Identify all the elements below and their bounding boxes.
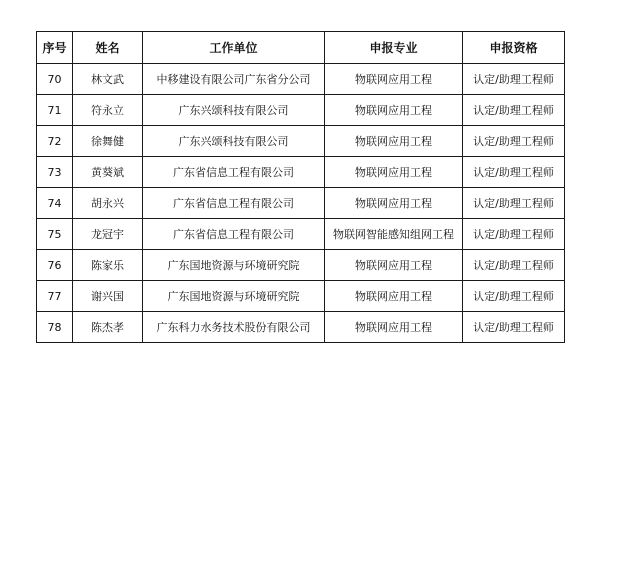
header-row [37, 32, 565, 64]
header-no: 序号 [37, 32, 73, 64]
table-row [37, 250, 565, 281]
qualification-table [36, 31, 565, 343]
table-row [37, 312, 565, 343]
table-row [37, 219, 565, 250]
header-name: 姓名 [73, 32, 143, 64]
cell-qualification: 认定/助理工程师 [463, 188, 565, 219]
cell-no: 76 [37, 250, 73, 281]
cell-name: 谢兴国 [73, 281, 143, 312]
cell-qualification: 认定/助理工程师 [463, 64, 565, 95]
cell-org: 广东兴颂科技有限公司 [143, 126, 325, 157]
qualification-sheet [36, 31, 565, 343]
cell-name: 陈杰孝 [73, 312, 143, 343]
cell-qualification: 认定/助理工程师 [463, 126, 565, 157]
header-org: 工作单位 [143, 32, 325, 64]
cell-major: 物联网应用工程 [325, 64, 463, 95]
cell-name: 胡永兴 [73, 188, 143, 219]
cell-qualification: 认定/助理工程师 [463, 312, 565, 343]
table-row [37, 188, 565, 219]
cell-name: 龙冠宇 [73, 219, 143, 250]
cell-no: 75 [37, 219, 73, 250]
cell-no: 77 [37, 281, 73, 312]
cell-no: 74 [37, 188, 73, 219]
header-major: 申报专业 [325, 32, 463, 64]
cell-qualification: 认定/助理工程师 [463, 219, 565, 250]
cell-major: 物联网应用工程 [325, 126, 463, 157]
cell-no: 78 [37, 312, 73, 343]
cell-org: 广东兴颂科技有限公司 [143, 95, 325, 126]
cell-org: 广东省信息工程有限公司 [143, 157, 325, 188]
cell-major: 物联网应用工程 [325, 312, 463, 343]
cell-qualification: 认定/助理工程师 [463, 281, 565, 312]
cell-major: 物联网应用工程 [325, 250, 463, 281]
table-row [37, 126, 565, 157]
cell-major: 物联网智能感知组网工程 [325, 219, 463, 250]
cell-org: 中移建设有限公司广东省分公司 [143, 64, 325, 95]
cell-major: 物联网应用工程 [325, 95, 463, 126]
cell-qualification: 认定/助理工程师 [463, 157, 565, 188]
cell-name: 徐舞健 [73, 126, 143, 157]
table-row [37, 281, 565, 312]
cell-major: 物联网应用工程 [325, 188, 463, 219]
table-row [37, 64, 565, 95]
cell-name: 陈家乐 [73, 250, 143, 281]
cell-org: 广东国地资源与环境研究院 [143, 250, 325, 281]
cell-name: 符永立 [73, 95, 143, 126]
cell-name: 林文武 [73, 64, 143, 95]
cell-major: 物联网应用工程 [325, 157, 463, 188]
table-row [37, 95, 565, 126]
cell-qualification: 认定/助理工程师 [463, 250, 565, 281]
cell-org: 广东省信息工程有限公司 [143, 219, 325, 250]
cell-org: 广东科力水务技术股份有限公司 [143, 312, 325, 343]
cell-qualification: 认定/助理工程师 [463, 95, 565, 126]
cell-name: 黄葵斌 [73, 157, 143, 188]
cell-no: 70 [37, 64, 73, 95]
cell-major: 物联网应用工程 [325, 281, 463, 312]
header-qualification: 申报资格 [463, 32, 565, 64]
table-row [37, 157, 565, 188]
cell-org: 广东省信息工程有限公司 [143, 188, 325, 219]
cell-no: 73 [37, 157, 73, 188]
cell-no: 72 [37, 126, 73, 157]
cell-org: 广东国地资源与环境研究院 [143, 281, 325, 312]
cell-no: 71 [37, 95, 73, 126]
